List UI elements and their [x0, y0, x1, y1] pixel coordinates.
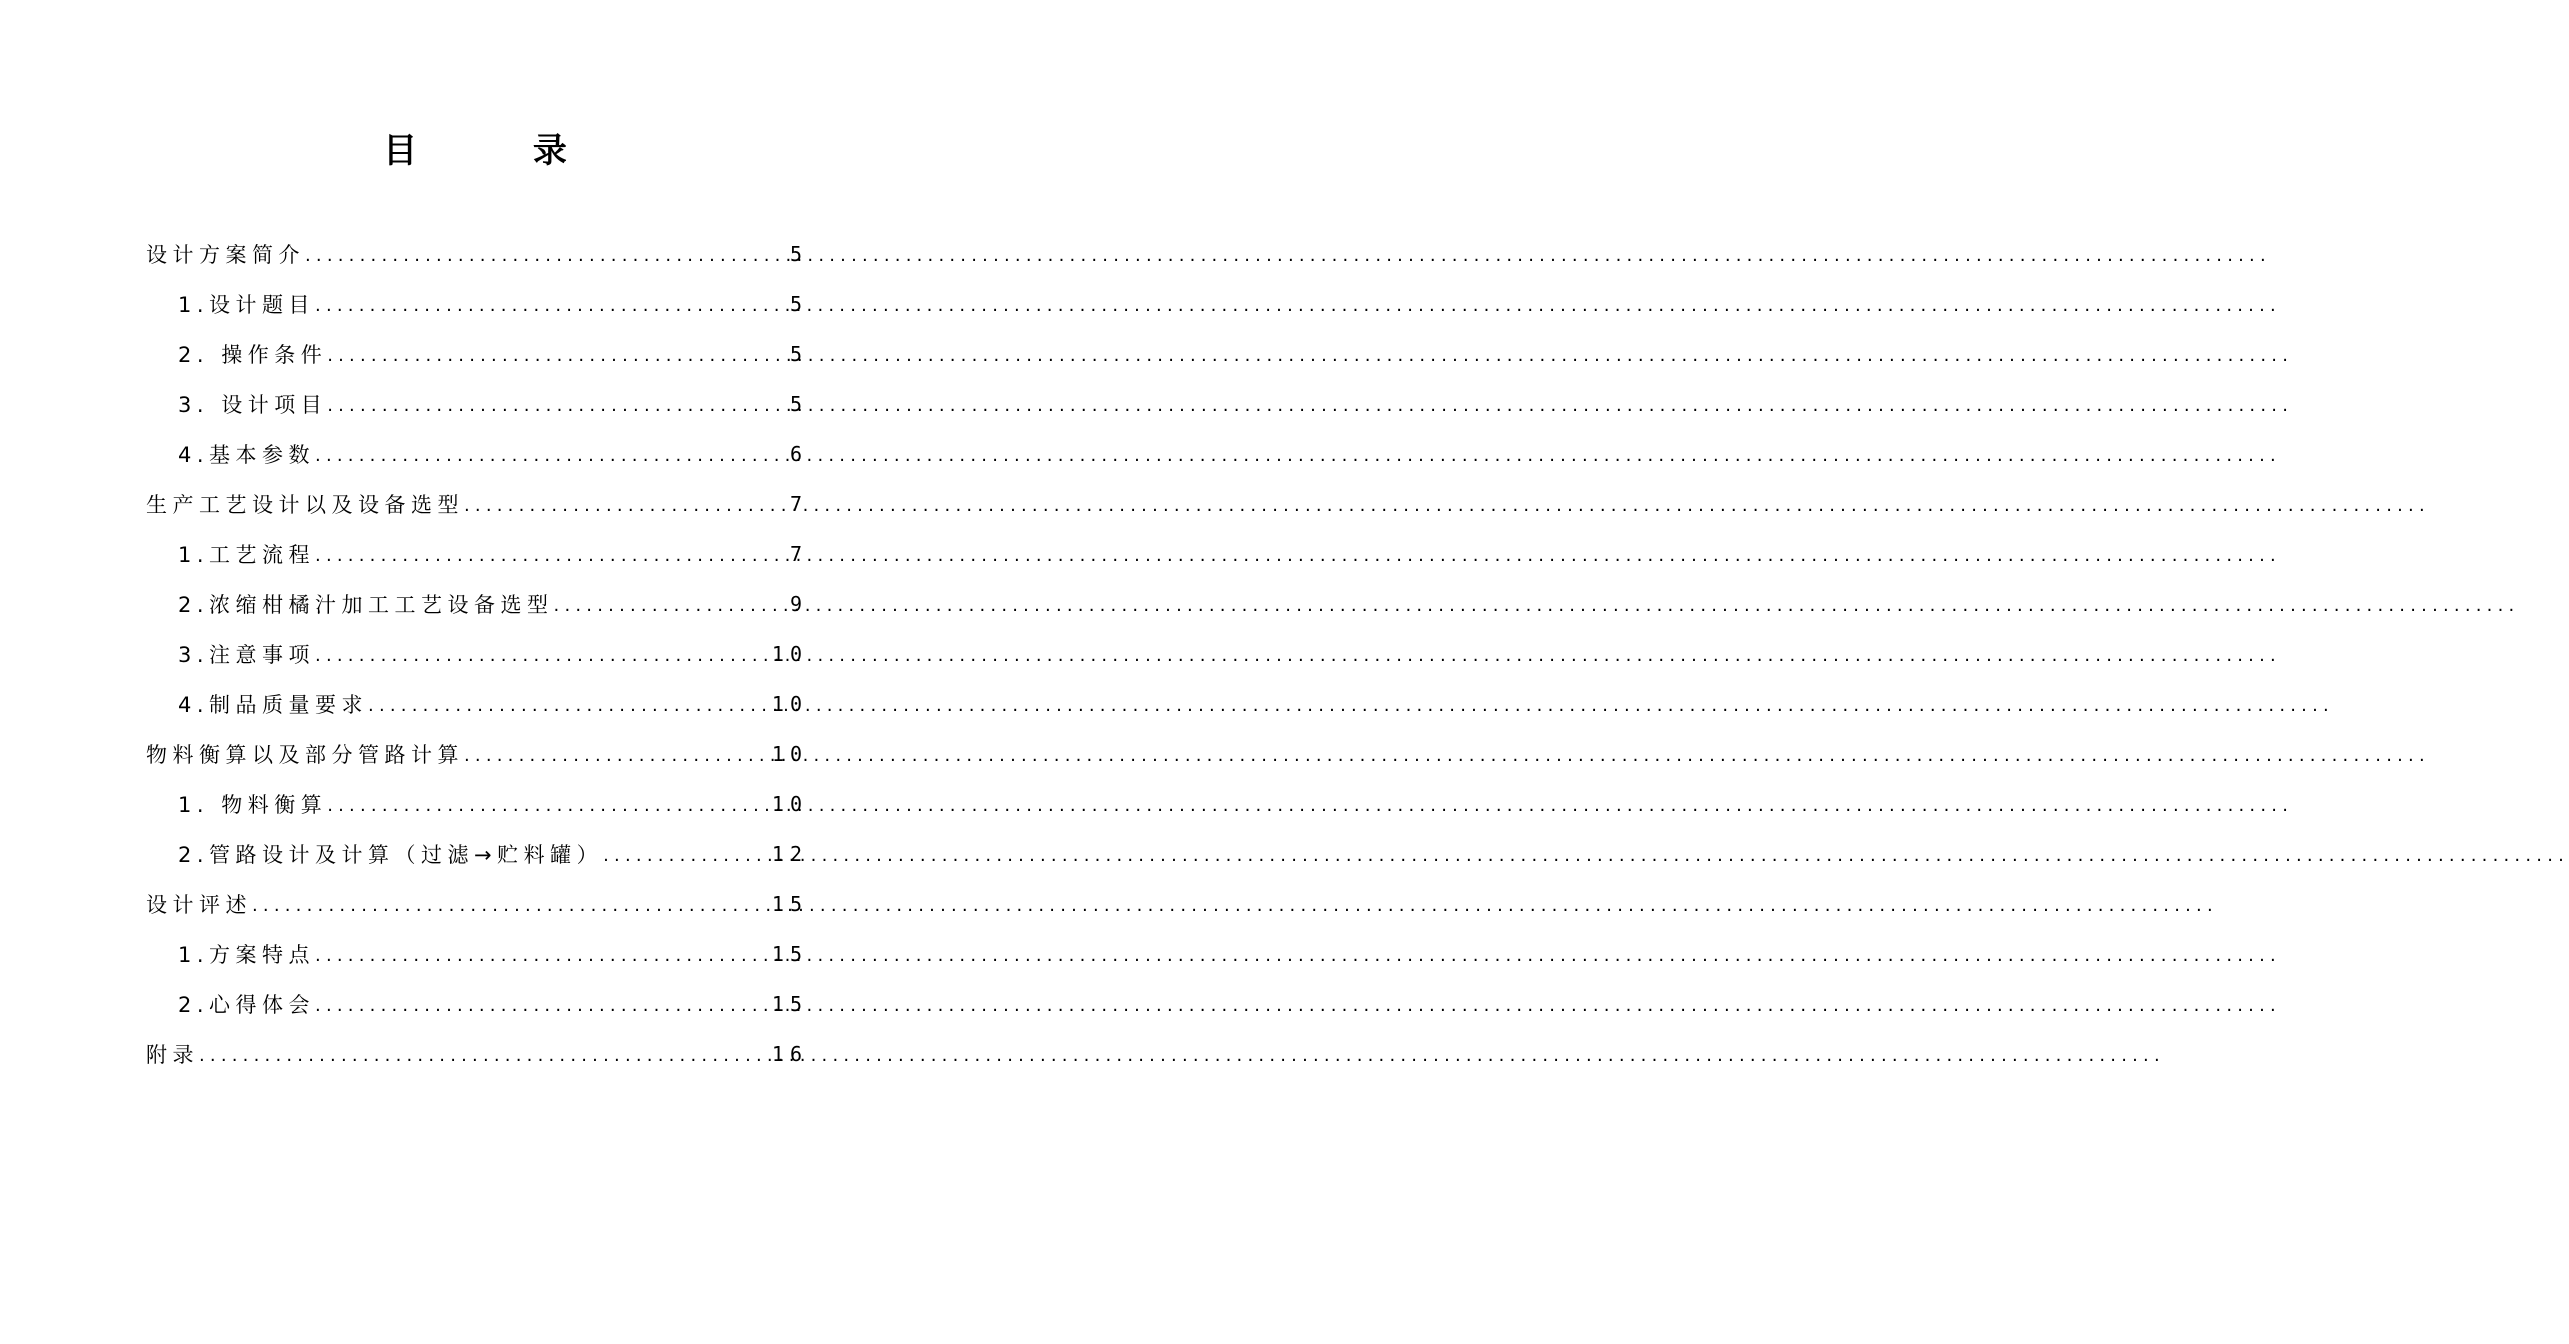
toc-entry[interactable]: [146, 379, 808, 429]
dot-leader: [315, 942, 770, 966]
toc-entry-page-number: 10: [771, 742, 808, 766]
toc-entry-label: 2. 操作条件: [178, 343, 328, 367]
toc-entry-label: 1.设计题目: [178, 293, 316, 317]
toc-entry[interactable]: [146, 829, 808, 879]
toc-entry-label: 2.浓缩柑橘汁加工工艺设备选型: [178, 593, 554, 617]
toc-entry-page-number: 10: [771, 642, 808, 666]
toc-entry-page-number: 5: [789, 342, 808, 366]
toc-entry-label: 设计评述: [146, 893, 252, 917]
toc-entry-page-number: 12: [771, 842, 808, 866]
toc-entry[interactable]: [146, 1029, 808, 1079]
toc-entry-label: 4.制品质量要求: [178, 693, 369, 717]
toc-entry[interactable]: [146, 679, 808, 729]
dot-leader: [464, 492, 788, 516]
dot-leader: [327, 792, 770, 816]
toc-entry-page-number: 9: [789, 592, 808, 616]
toc-entry-page-number: 15: [771, 892, 808, 916]
toc-entry[interactable]: [146, 929, 808, 979]
toc-entry-label: 2.心得体会: [178, 993, 316, 1017]
toc-entry-label: 设计方案简介: [146, 243, 305, 267]
toc-title: 目 录: [383, 131, 619, 171]
dot-leader: [464, 742, 770, 766]
toc-entry[interactable]: [146, 279, 808, 329]
toc-entry-label: 3. 设计项目: [178, 393, 328, 417]
toc-entry-label: 2.管路设计及计算（过滤→贮料罐）: [178, 843, 604, 867]
toc-entry[interactable]: [146, 779, 808, 829]
toc-entry-label: 附录: [146, 1043, 199, 1067]
toc-entry-page-number: 5: [789, 292, 808, 316]
toc-entry-label: 4.基本参数: [178, 443, 316, 467]
toc-entry[interactable]: [146, 479, 808, 529]
dot-leader: [252, 892, 770, 916]
toc-entry-page-number: 7: [789, 492, 808, 516]
toc-entry[interactable]: [146, 729, 808, 779]
dot-leader: [315, 442, 788, 466]
toc-entry[interactable]: [146, 979, 808, 1029]
dot-leader: [368, 692, 770, 716]
toc-entry-page-number: 15: [771, 942, 808, 966]
dot-leader: [199, 1042, 770, 1066]
dot-leader: [315, 292, 788, 316]
toc-entry-label: 1.工艺流程: [178, 543, 316, 567]
dot-leader: [315, 992, 770, 1016]
toc-entry-page-number: 5: [789, 242, 808, 266]
toc-entry[interactable]: [146, 579, 808, 629]
dot-leader: [315, 542, 788, 566]
toc-entry-page-number: 15: [771, 992, 808, 1016]
toc-entry[interactable]: [146, 329, 808, 379]
toc-entry[interactable]: [146, 429, 808, 479]
toc-entry[interactable]: [146, 229, 808, 279]
toc-entry-page-number: 7: [789, 542, 808, 566]
toc-entry-page-number: 10: [771, 692, 808, 716]
toc-list: [146, 229, 808, 1079]
toc-entry-label: 生产工艺设计以及设备选型: [146, 493, 464, 517]
toc-entry[interactable]: [146, 529, 808, 579]
document-page: [0, 0, 950, 1344]
toc-entry-label: 物料衡算以及部分管路计算: [146, 743, 464, 767]
toc-entry-page-number: 5: [789, 392, 808, 416]
toc-entry-label: 1. 物料衡算: [178, 793, 328, 817]
toc-entry-label: 3.注意事项: [178, 643, 316, 667]
dot-leader: [603, 842, 770, 866]
toc-entry-page-number: 10: [771, 792, 808, 816]
toc-entry-label: 1.方案特点: [178, 943, 316, 967]
toc-entry[interactable]: [146, 629, 808, 679]
dot-leader: [327, 392, 788, 416]
toc-entry-page-number: 16: [771, 1042, 808, 1066]
dot-leader: [554, 592, 788, 616]
toc-entry-page-number: 6: [789, 442, 808, 466]
toc-entry[interactable]: [146, 879, 808, 929]
dot-leader: [327, 342, 788, 366]
dot-leader: [305, 242, 788, 266]
dot-leader: [315, 642, 770, 666]
